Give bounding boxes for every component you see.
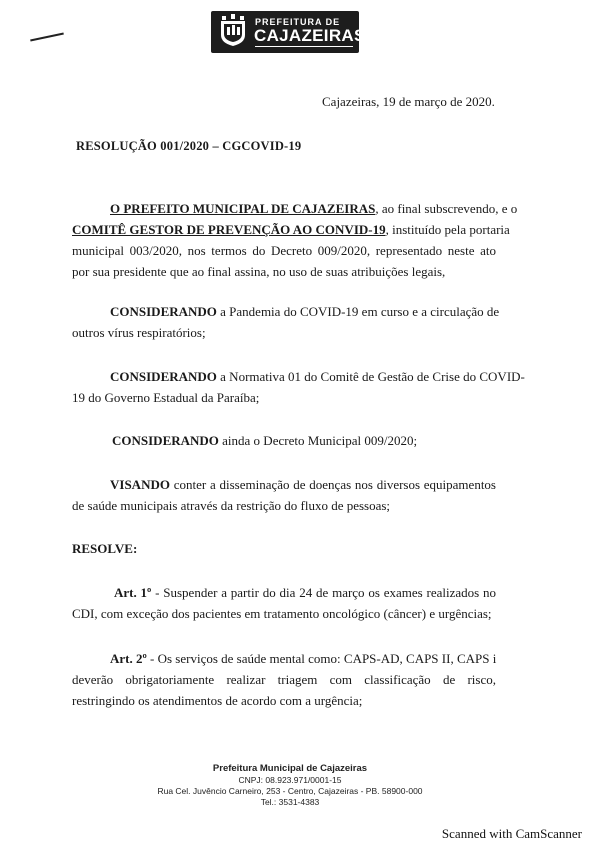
footer-cnpj: CNPJ: 08.923.971/0001-15 [238, 775, 342, 785]
intro-paragraph-rest [72, 219, 510, 282]
art-1-line-1 [114, 582, 496, 603]
considerando-3 [112, 430, 496, 451]
intro-line-4: por sua presidente que ao final assina, no uso de suas atribuições legais, [72, 264, 446, 279]
considerando-1-keyword: CONSIDERANDO [110, 304, 217, 319]
logo-underline [255, 46, 353, 47]
intro-line-1 [110, 198, 518, 219]
visando-keyword: VISANDO [110, 477, 170, 492]
visando-line-2: de saúde municipais através da restrição do fluxo de pessoas; [72, 498, 391, 513]
considerando-1-cont [72, 322, 496, 343]
art-1 [114, 582, 496, 603]
resolve-heading [72, 538, 496, 559]
prefeitura-logo [211, 11, 366, 53]
art-2-cont [72, 669, 496, 711]
visando [110, 474, 496, 495]
art-2-line-2: deverão obrigatoriamente realizar triagem com classificação de risco, [72, 672, 496, 687]
considerando-3-keyword: CONSIDERANDO [112, 433, 219, 448]
considerando-2 [110, 366, 525, 387]
intro-line-2 [72, 219, 510, 240]
intro-line-2-text: , instituído pela portaria [385, 222, 510, 237]
mayor-heading: O PREFEITO MUNICIPAL DE CAJAZEIRAS [110, 201, 376, 216]
visando-line-1 [110, 474, 496, 495]
footer-phone: Tel.: 3531-4383 [260, 797, 320, 807]
considerando-2-line-1 [110, 366, 525, 387]
resolution-title: RESOLUÇÃO 001/2020 – CGCOVID-19 [76, 139, 302, 153]
visando-text: conter a disseminação de doenças nos diversos equipamentos [169, 477, 496, 492]
art-1-line-2: CDI, com exceção dos pacientes em tratamento oncológico (câncer) e urgências; [72, 606, 492, 621]
considerando-2-line-2: 19 do Governo Estadual da Paraíba; [72, 390, 260, 405]
intro-line-3: municipal 003/2020, nos termos do Decreto 009/2020, representado neste ato [72, 243, 496, 258]
footer-name: Prefeitura Municipal de Cajazeiras [212, 763, 368, 774]
art-2-line-1 [110, 648, 496, 669]
art-2 [110, 648, 496, 669]
art-2-line-3: restringindo os atendimentos de acordo com a urgência; [72, 693, 363, 708]
art-2-text: - Os serviços de saúde mental como: CAPS-AD, CAPS II, CAPS i [146, 651, 497, 666]
intro-paragraph [110, 198, 518, 219]
committee-heading: COMITÊ GESTOR DE PREVENÇÃO AO CONVID-19 [72, 222, 386, 237]
art-1-text: - Suspender a partir do dia 24 de março os exames realizados no [151, 585, 496, 600]
date-line: Cajazeiras, 19 de março de 2020. [322, 94, 495, 109]
logo-top-text: PREFEITURA DE [255, 17, 341, 27]
considerando-3-text: ainda o Decreto Municipal 009/2020; [218, 433, 418, 448]
resolve-label: RESOLVE: [72, 541, 138, 556]
intro-line-1-text: , ao final subscrevendo, e o [375, 201, 518, 216]
considerando-2-cont [72, 387, 496, 408]
logo-main-text: CAJAZEIRAS [254, 26, 366, 45]
considerando-1-line-2: outros vírus respiratórios; [72, 325, 206, 340]
art-1-keyword: Art. 1º [114, 585, 152, 600]
pen-mark [30, 32, 64, 41]
considerando-1 [110, 301, 500, 322]
visando-cont [72, 495, 496, 516]
considerando-2-keyword: CONSIDERANDO [110, 369, 217, 384]
art-1-cont [72, 603, 496, 624]
considerando-3-line-1 [112, 430, 496, 451]
considerando-2-text: a Normativa 01 do Comitê de Gestão de Crise do COVID- [216, 369, 525, 384]
considerando-1-line-1 [110, 301, 500, 322]
camscanner-watermark: Scanned with CamScanner [441, 826, 582, 841]
city-crest-icon [215, 13, 251, 49]
footer-address: Rua Cel. Juvêncio Carneiro, 253 - Centro, Cajazeiras - PB. 58900-000 [157, 786, 423, 796]
considerando-1-text: a Pandemia do COVID-19 em curso e a circulação de [216, 304, 500, 319]
art-2-keyword: Art. 2º [110, 651, 147, 666]
